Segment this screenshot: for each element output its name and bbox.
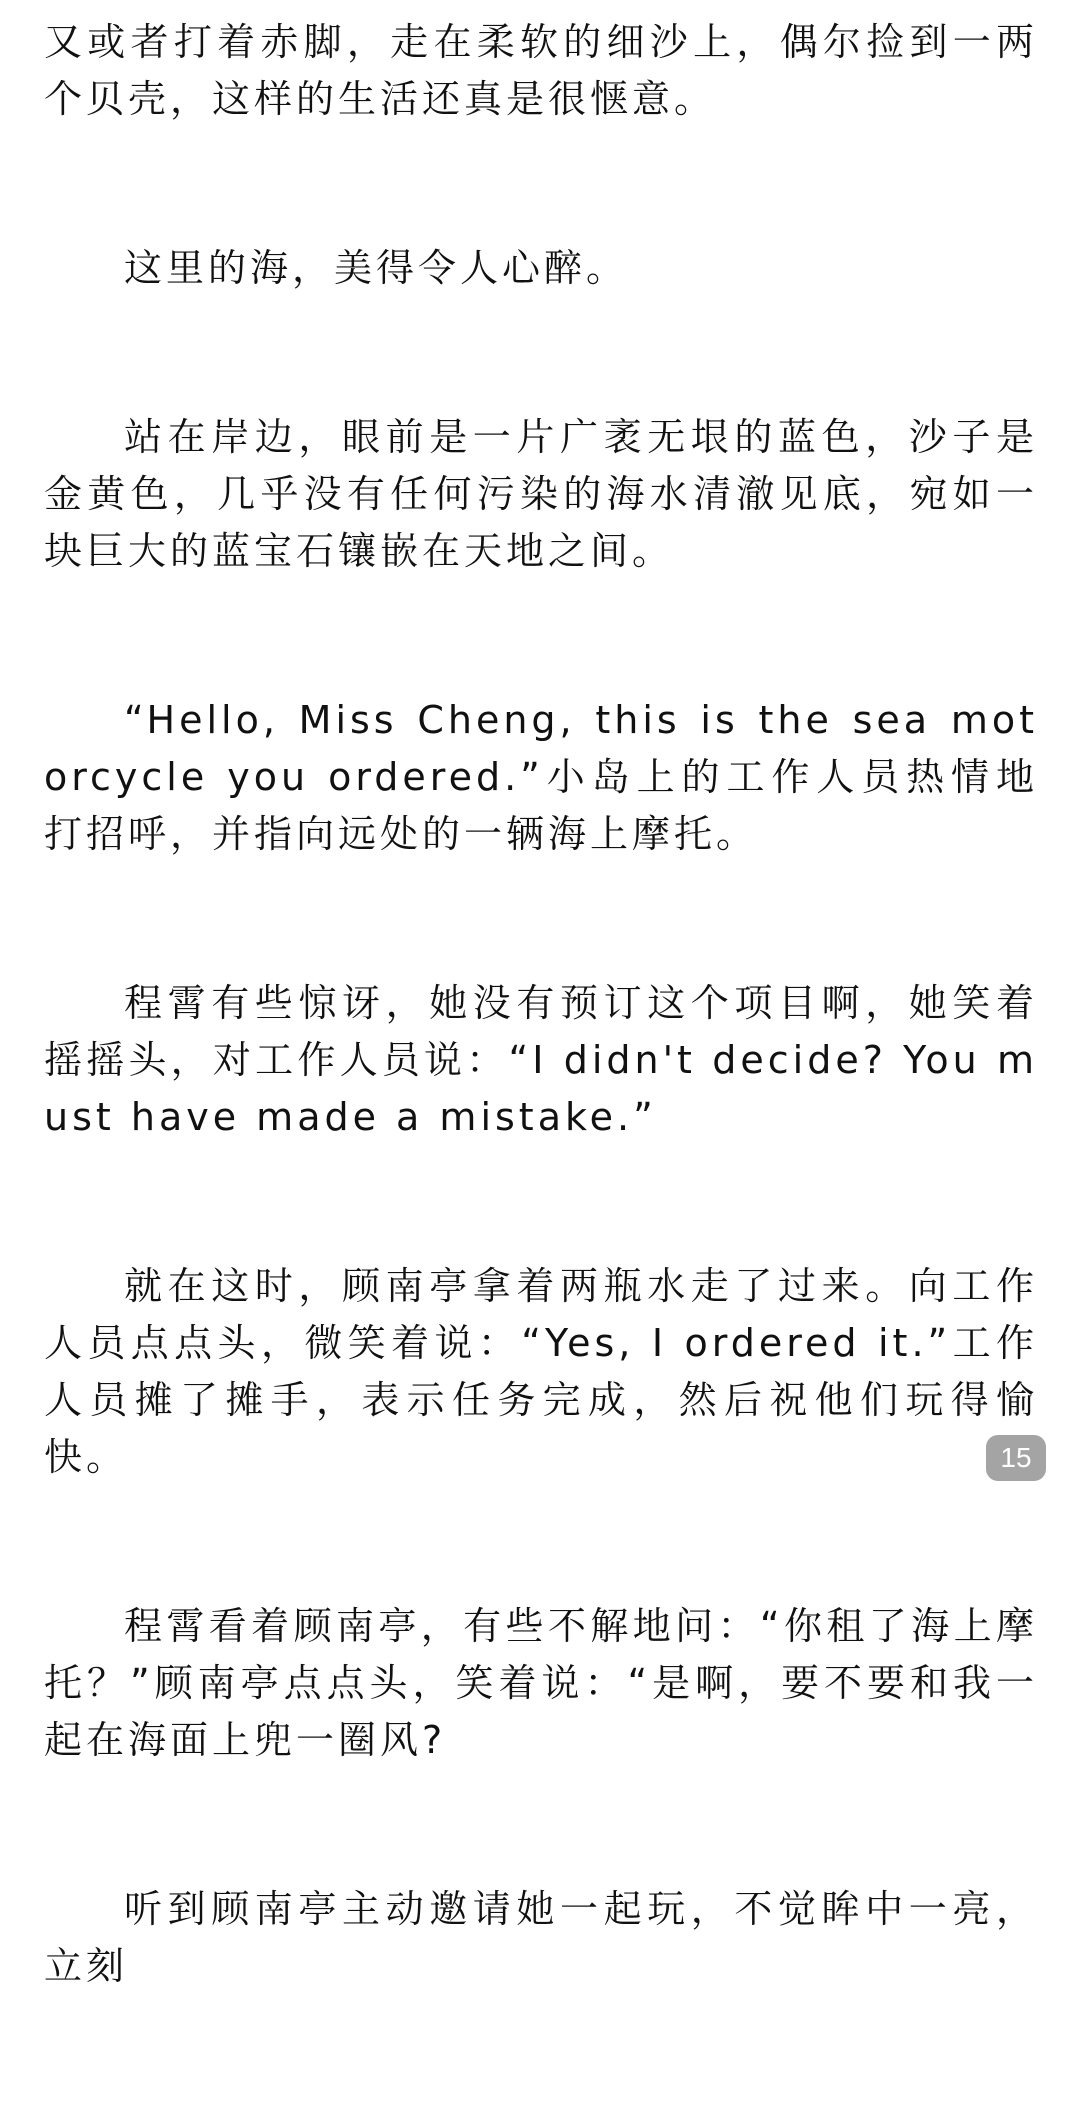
paragraph: 就在这时，顾南亭拿着两瓶水走了过来。向工作人员点点头，微笑着说：“Yes, I ordered it.”工作人员摊了摊手，表示任务完成，然后祝他们玩得愉快。 xyxy=(44,1264,1038,1479)
article-body xyxy=(44,14,1038,2107)
paragraph: 站在岸边，眼前是一片广袤无垠的蓝色，沙子是金黄色，几乎没有任何污染的海水清澈见底，宛如一块巨大的蓝宝石镶嵌在天地之间。 xyxy=(44,415,1038,573)
page-number-badge[interactable]: 15 xyxy=(986,1435,1046,1481)
paragraph: “Hello, Miss Cheng, this is the sea motorcycle you ordered.”小岛上的工作人员热情地打招呼，并指向远处的一辆海上摩托。 xyxy=(44,698,1038,856)
paragraph: 程霄看着顾南亭，有些不解地问：“你租了海上摩托？”顾南亭点点头，笑着说：“是啊，要不要和我一起在海面上兜一圈风? xyxy=(44,1604,1038,1762)
paragraph: 听到顾南亭主动邀请她一起玩，不觉眸中一亮，立刻 xyxy=(44,1887,1038,1988)
paragraph: 这里的海，美得令人心醉。 xyxy=(124,246,629,290)
paragraph: 程霄有些惊讶，她没有预订这个项目啊，她笑着摇摇头，对工作人员说：“I didn't decide? You must have made a mistake.” xyxy=(44,981,1038,1139)
paragraph: 又或者打着赤脚，走在柔软的细沙上，偶尔捡到一两个贝壳，这样的生活还真是很惬意。 xyxy=(44,20,1038,121)
